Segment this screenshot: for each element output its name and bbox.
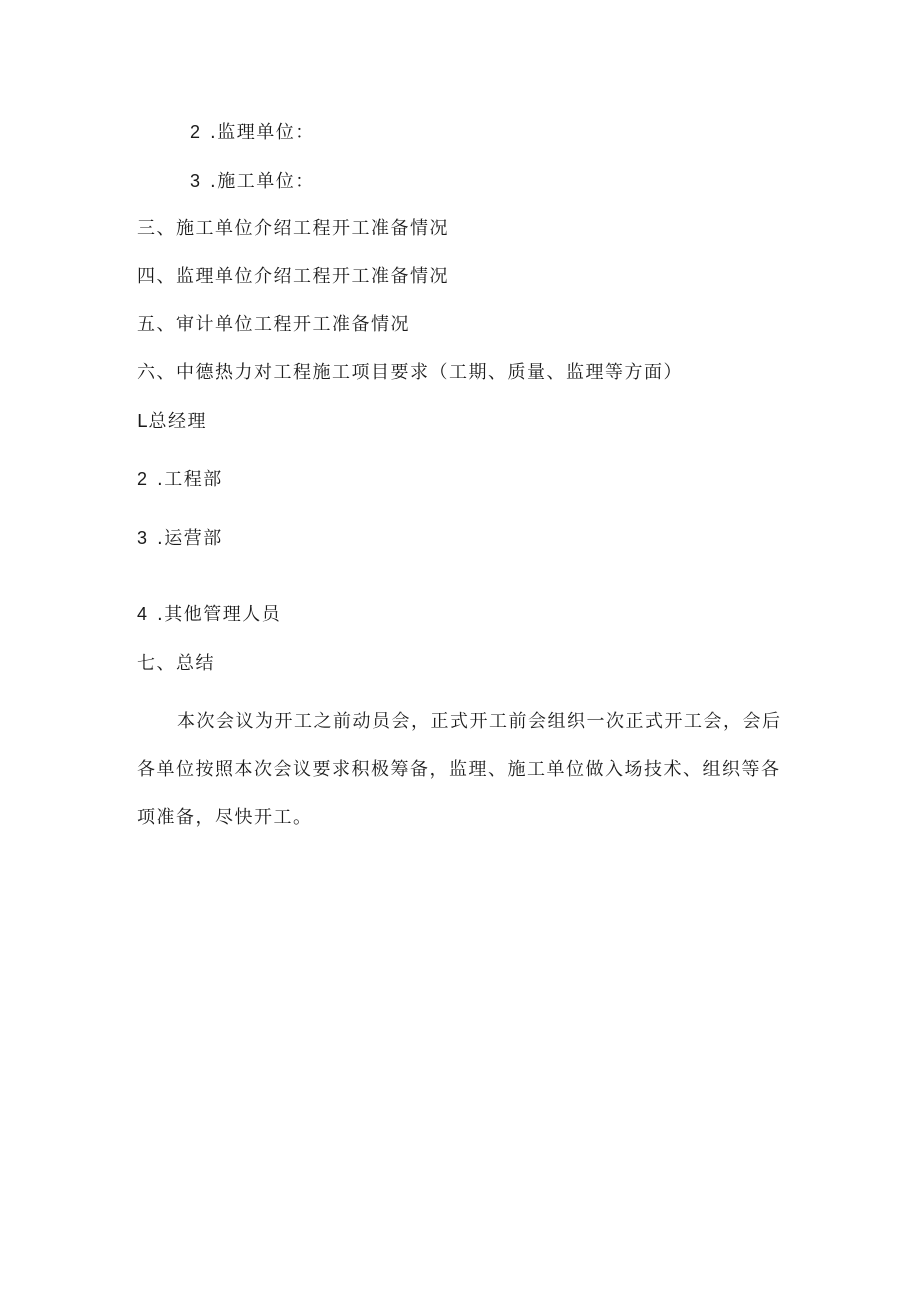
item-other-managers xyxy=(137,602,281,627)
item-number: 2 xyxy=(137,469,148,489)
item-number: 2 xyxy=(190,122,201,142)
item-text: .工程部 xyxy=(157,469,223,490)
item-supervision-unit xyxy=(190,120,315,145)
section-four-heading: 四、监理单位介绍工程开工准备情况 xyxy=(137,266,449,287)
item-operations-dept xyxy=(137,526,223,551)
item-construction-unit xyxy=(190,169,315,194)
item-text: .施工单位： xyxy=(210,171,315,192)
item-text: .其他管理人员 xyxy=(157,604,282,625)
section-three-heading: 三、施工单位介绍工程开工准备情况 xyxy=(137,218,449,239)
item-text: .运营部 xyxy=(157,528,223,549)
summary-paragraph: 本次会议为开工之前动员会，正式开工前会组织一次正式开工会，会后各单位按照本次会议要求积极筹备，监理、施工单位做入场技术、组织等各项准备，尽快开工。 xyxy=(137,711,782,828)
item-engineering-dept xyxy=(137,467,223,492)
item-number: 4 xyxy=(137,604,148,624)
item-general-manager: L总经理 xyxy=(137,411,208,432)
section-six-heading: 六、中德热力对工程施工项目要求（工期、质量、监理等方面） xyxy=(137,362,683,383)
section-five-heading: 五、审计单位工程开工准备情况 xyxy=(137,314,410,335)
item-text: .监理单位： xyxy=(210,122,315,143)
item-number: 3 xyxy=(137,528,148,548)
section-seven-heading: 七、总结 xyxy=(137,653,215,674)
item-number: 3 xyxy=(190,171,201,191)
